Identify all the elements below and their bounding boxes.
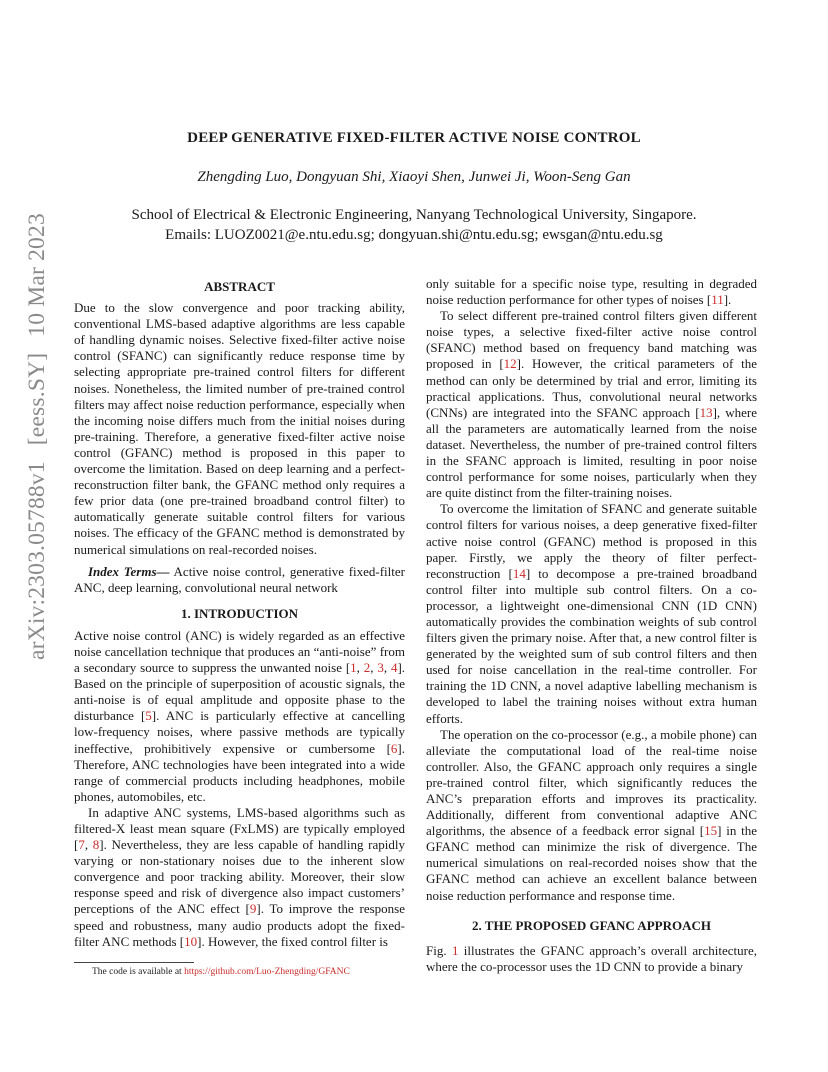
footnote-rule <box>74 962 194 963</box>
arxiv-category: [eess.SY] <box>23 352 50 446</box>
citation-link[interactable]: 10 <box>184 933 198 949</box>
paper-title: DEEP GENERATIVE FIXED-FILTER ACTIVE NOISE CONTROL <box>187 130 641 146</box>
abstract-heading: ABSTRACT <box>204 279 275 294</box>
index-terms-label: Index Terms— <box>88 563 170 579</box>
citation-link[interactable]: 6 <box>390 740 398 756</box>
affiliation: School of Electrical & Electronic Engineering, Nanyang Technological University, Singapore. <box>131 207 697 223</box>
index-terms-text: Active noise control, generative fixed-filter ANC, deep learning, convolutional neural network <box>74 563 405 595</box>
right-paragraph-5: Fig. 1 illustrates the GFANC approach’s overall architecture, where the co-processor uses the 1D CNN to provide a binary <box>426 942 757 974</box>
figure-link[interactable]: 1 <box>451 942 459 958</box>
emails: Emails: LUOZ0021@e.ntu.edu.sg; dongyuan.shi@ntu.edu.sg; ewsgan@ntu.edu.sg <box>165 227 663 243</box>
section-heading-approach: 2. THE PROPOSED GFANC APPROACH <box>472 917 711 933</box>
citation-link[interactable]: 14 <box>512 565 526 581</box>
citation-link[interactable]: 13 <box>699 404 713 420</box>
author-list: Zhengding Luo, Dongyuan Shi, Xiaoyi Shen, Junwei Ji, Woon-Seng Gan <box>197 169 631 185</box>
arxiv-id: arXiv:2303.05788v1 <box>23 461 50 660</box>
section-heading-introduction: 1. INTRODUCTION <box>180 605 298 621</box>
citation-link[interactable]: 1 <box>350 660 357 676</box>
abstract-text: Due to the slow convergence and poor tracking ability, conventional LMS-based adaptive algorithms are less capable of handling dynamic noises. Selective fixed-filter active noise control (SFANC) can significantly reduce response time by selecting appropriate pre-trained control filters for different noises. Nonetheless, the limited number of pre-trained control filters may affect noise reduction performance, especially when the incoming noise differs much from the initial noises during pre-training. Therefore, a generative fixed-filter active noise control (GFANC) method is proposed in this paper to overcome the limitation. Based on deep learning and a perfect-reconstruction filter bank, the GFANC method only requires a few prior data (one pre-trained broadband control filter) to automatically generate suitable control filters for various noises. The efficacy of the GFANC method is demonstrated by numerical simulations on real-recorded noises. <box>74 300 405 557</box>
arxiv-date: 10 Mar 2023 <box>23 213 50 337</box>
left-column <box>74 279 405 950</box>
right-column <box>426 276 757 975</box>
arxiv-sidebar-stamp <box>22 213 52 660</box>
affiliation-block <box>0 205 828 245</box>
intro-paragraph-1: Active noise control (ANC) is widely regarded as an effective noise cancellation technique that produces an “anti-noise” from a secondary source to suppress the unwanted noise [1, 2, 3, 4]. Based on the principle of superposition of acoustic signals, the anti-noise is of equal amplitude and opposite phase to the disturbance [5]. ANC is particularly effective at cancelling low-frequency noises, where passive methods are typically ineffective, prohibitively expensive or cumbersome [6]. Therefore, ANC technologies have been integrated into a wide range of commercial products including headphones, mobile phones, automobiles, etc. <box>74 627 406 804</box>
citation-link[interactable]: 7 <box>78 837 85 853</box>
citation-link[interactable]: 12 <box>503 356 517 372</box>
right-paragraph-4: The operation on the co-processor (e.g., a mobile phone) can alleviate the computational load of the real-time noise controller. Also, the GFANC approach only requires a single pre-trained control filter, which significantly reduces the ANC’s preparation efforts and improves its practicality. Additionally, different from conventional adaptive ANC algorithms, the absence of a feedback error signal [15] in the GFANC method can minimize the risk of divergence. The numerical simulations on real-recorded noises show that the GFANC method can achieve an excellent balance between noise reduction performance and response time. <box>426 726 757 903</box>
code-url-link[interactable]: https://github.com/Luo-Zhengding/GFANC <box>184 967 350 977</box>
citation-link[interactable]: 5 <box>145 708 152 724</box>
citation-link[interactable]: 9 <box>249 901 257 917</box>
citation-link[interactable]: 15 <box>704 823 718 839</box>
citation-link[interactable]: 11 <box>711 292 724 308</box>
right-paragraph-1: only suitable for a specific noise type, resulting in degraded noise reduction performance for other types of noises [11]. <box>426 276 757 308</box>
footnote: The code is available at https://github.com/Luo-Zhengding/GFANC <box>92 967 350 977</box>
index-terms <box>74 564 405 596</box>
right-paragraph-3: To overcome the limitation of SFANC and generate suitable control filters for various noises, a deep generative fixed-filter active noise control (GFANC) method is proposed in this paper. Firstly, we apply the theory of filter perfect-reconstruction [14] to decompose a pre-trained broadband control filter into multiple sub control filters. On a co-processor, a lightweight one-dimensional CNN (1D CNN) automatically provides the combination weights of sub control filters given the primary noise. After that, a new control filter is generated by the weighted sum of sub control filters and then used for noise cancellation in the real-time controller. For training the 1D CNN, a novel adaptive labelling mechanism is developed to label the training noises without extra human efforts. <box>426 501 757 726</box>
citation-link[interactable]: 8 <box>92 837 100 853</box>
citation-link[interactable]: 2 <box>363 660 371 676</box>
citation-link[interactable]: 4 <box>390 660 398 676</box>
citation-link[interactable]: 3 <box>377 660 384 676</box>
right-paragraph-2: To select different pre-trained control filters given different noise types, a selective fixed-filter active noise control (SFANC) method based on frequency band matching was proposed in [12]. However, the critical parameters of the method can only be determined by trial and error, limiting its practical applications. Thus, convolutional neural networks (CNNs) are integrated into the SFANC approach [13], where all the parameters are automatically learned from the noise dataset. Nevertheless, the number of pre-trained control filters in the SFANC approach is limited, resulting in poor noise control performance for some noises, particularly when they are quite distinct from the filter-training noises. <box>426 308 758 501</box>
intro-paragraph-2: In adaptive ANC systems, LMS-based algorithms such as filtered-X least mean square (FxLMS) are typically employed [7, 8]. Nevertheless, they are less capable of handling rapidly varying or non-stationary noises due to the inherent slow convergence and poor tracking ability. Moreover, their slow response speed and risk of divergence also impact customers’ perceptions of the ANC effect [9]. To improve the response speed and robustness, many audio products adopt the fixed-filter ANC methods [10]. However, the fixed control filter is <box>74 804 406 949</box>
